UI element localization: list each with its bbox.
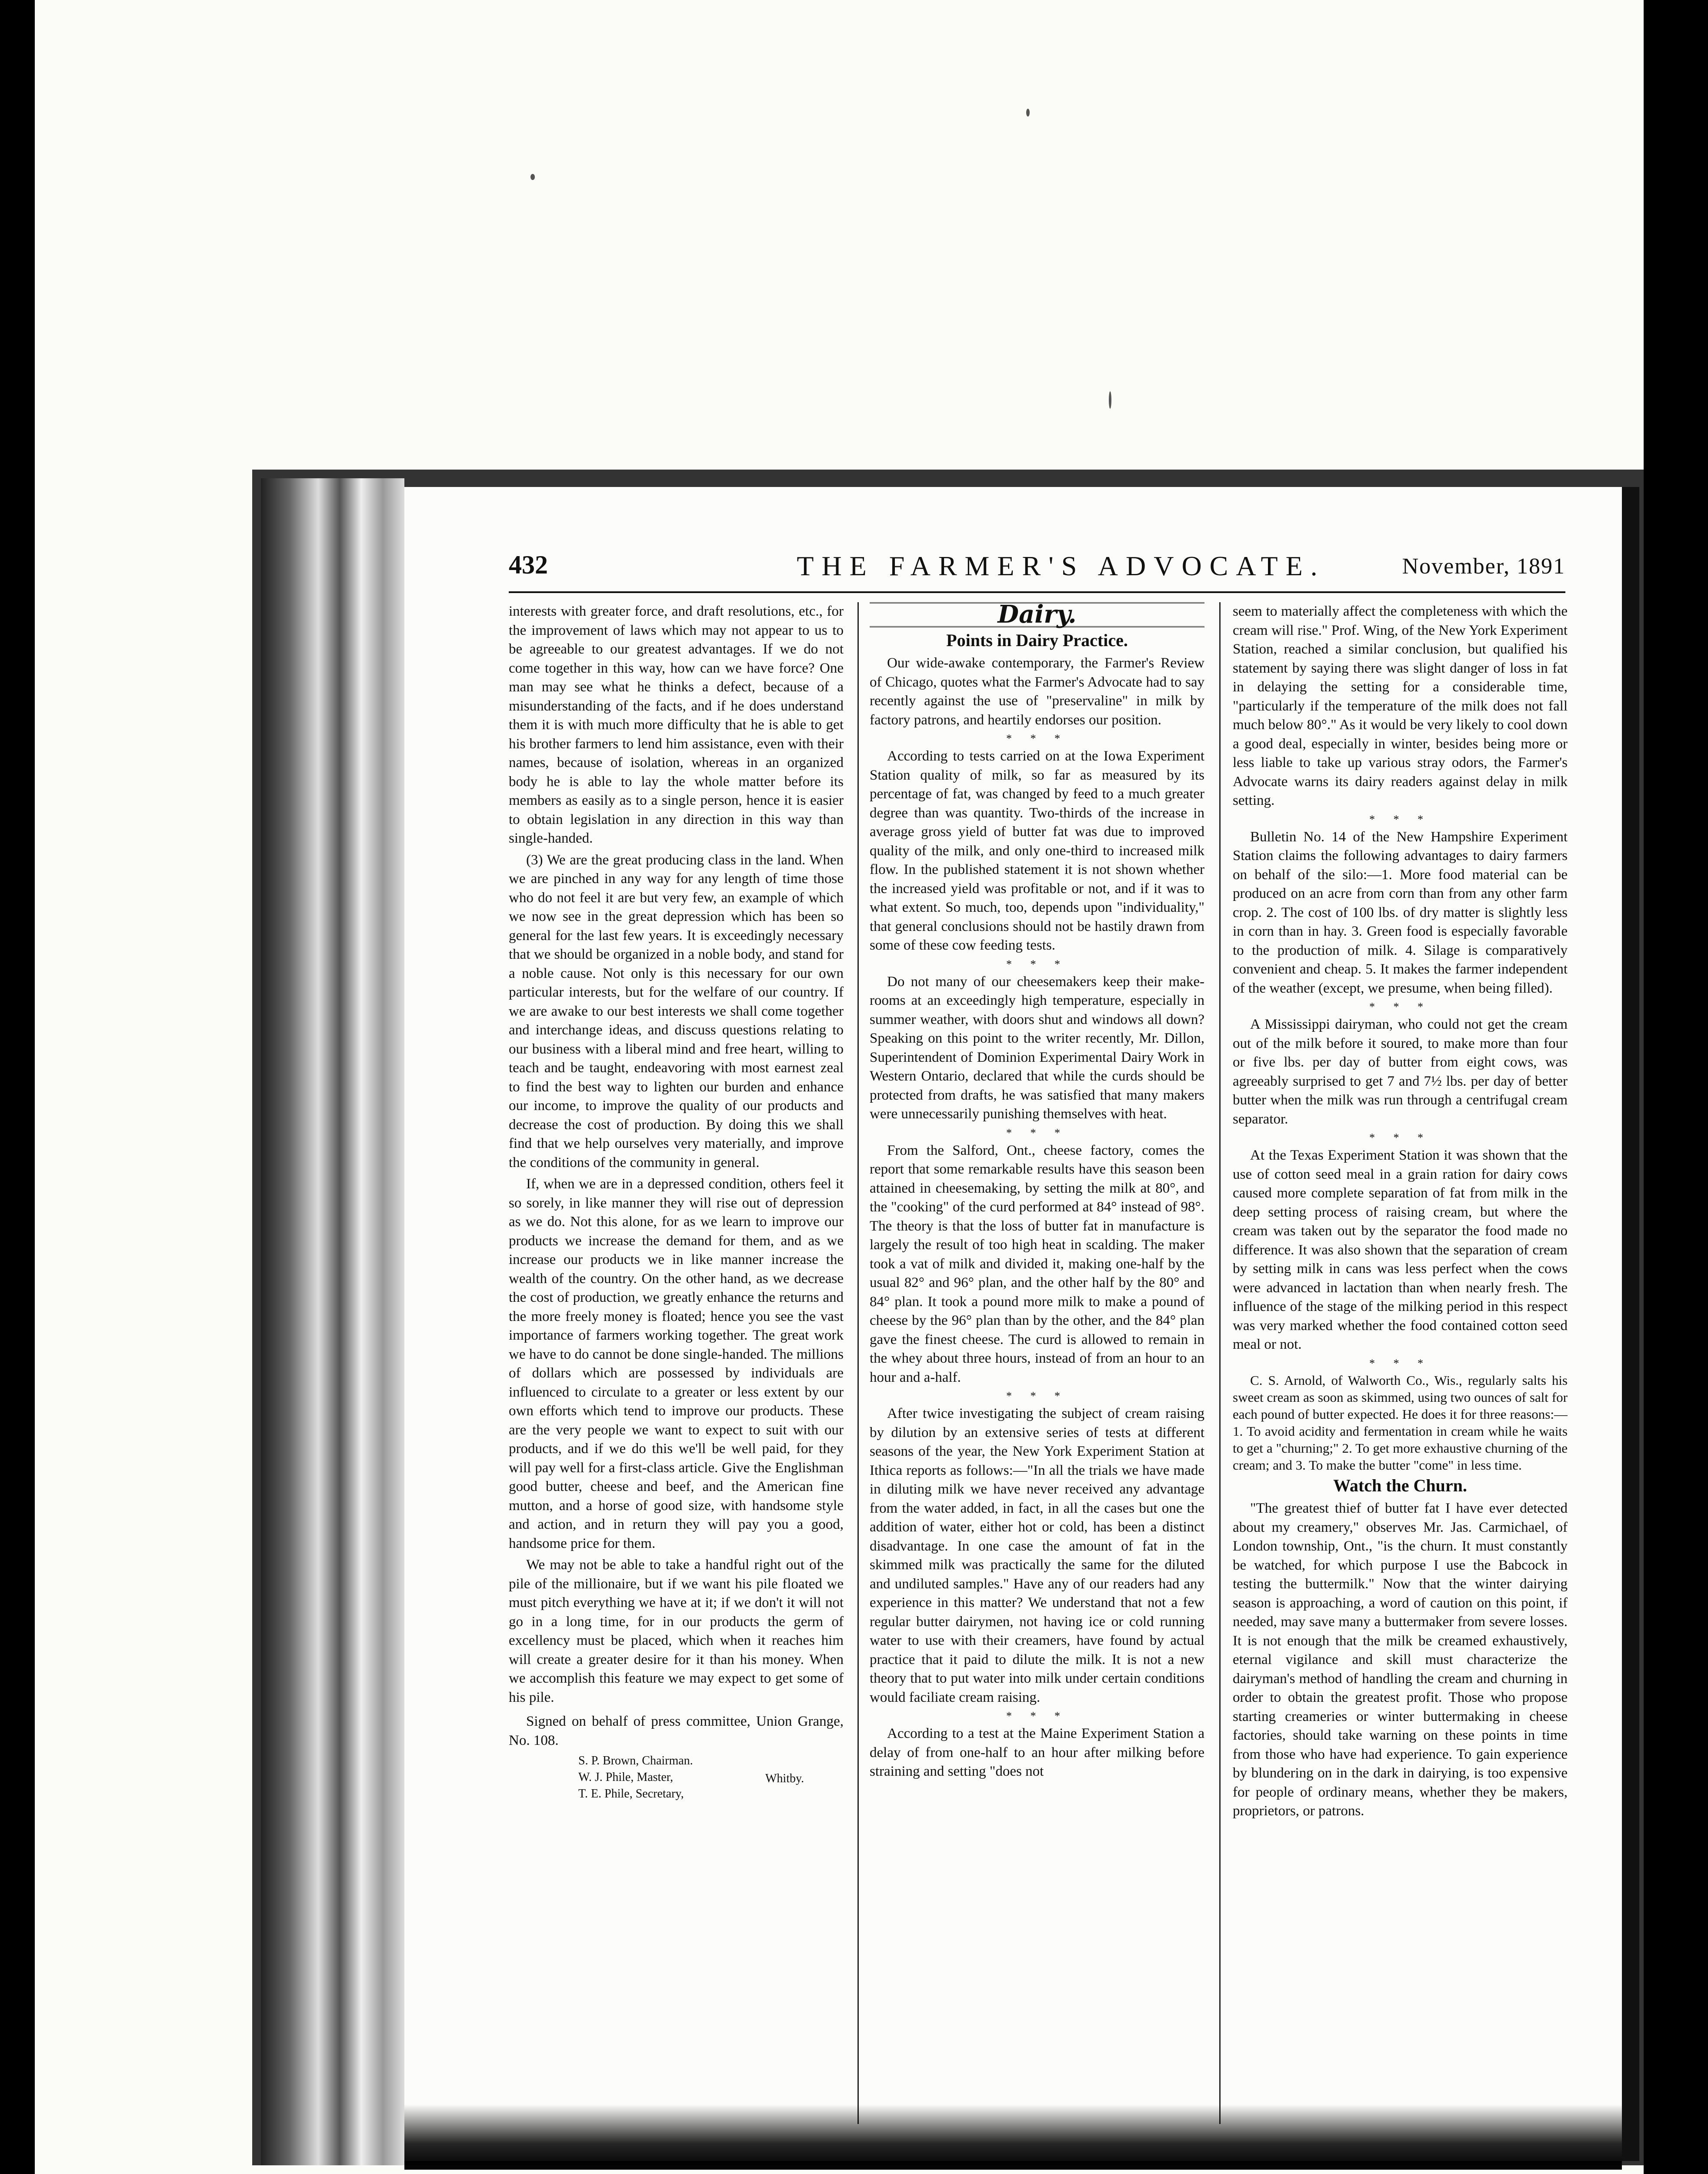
page-header	[509, 550, 1565, 589]
dust-speck	[1109, 391, 1111, 409]
signatory: T. E. Phile, Secretary,	[578, 1787, 684, 1801]
masthead-title: THE FARMER'S ADVOCATE.	[797, 550, 1325, 581]
paragraph: If, when we are in a depressed condition, others feel it so sorely, in like manner they will rise out of depression as we do. Not this alone, for as we learn to improve our products we increase the demand for them, and as we increase our products we in like manner increase the wealth of the country. On the other hand, as we decrease the cost of production, we greatly enhance the returns and the more freely money is floated; hence you see the vast importance of farmers working together. The great work we have to do cannot be done single-handed. The millions of dollars which are possessed by individuals are influenced to circulate to a greater or less extent by our own efforts which tend to improve our products. These are the very people we want to expect to suit with our products, and if we do this we'll be well paid, for they will pay well for a first-class article. Give the Englishman good butter, cheese and beef, and the American fine mutton, and a horse of good size, with handsome style and action, and in return they will pay you a good, handsome price for them.	[509, 1176, 844, 1551]
issue-date: November, 1891	[1402, 554, 1565, 579]
signed-place: Whitby.	[765, 1772, 804, 1785]
paragraph: A Mississippi dairyman, who could not get the cream out of the milk before it soured, to make more than four or five lbs. per day of butter from eight cows, was agreeably surprised to get 7 and 7½ lbs. per day of better butter when the milk was run through a centrifugal cream separator.	[1233, 1017, 1568, 1127]
paragraph: Do not many of our cheesemakers keep their make-rooms at an exceedingly high temperature, especially in summer weather, with doors shut and windows all down? Speaking on this point to the writer recently, Mr. Dillon, Superintendent of Dominion Experimental Dairy Work in Western Ontario, declared that while the curds should be protected from drafts, he was satisfied that many makers were unnecessarily punishing themselves with heat.	[870, 974, 1204, 1122]
page-number: 432	[509, 550, 548, 579]
column-divider	[857, 602, 859, 2124]
paragraph: (3) We are the great producing class in the land. When we are pinched in any way for any length of time those who do not feel it are but very few, an example of which we now see in the great depression which has been so general for the last few years. It is exceedingly necessary that we should be organized in a noble body, and stand for a noble cause. Not only is this necessary for our own particular interests, but for the welfare of our country. If we are awake to our best interests we shall come together and interchange ideas, and discuss questions relating to our business with a liberal mind and free heart, willing to teach and be taught, endeavoring with most earnest zeal to find the best way to lighten our burden and enhance our income, to improve the quality of our products and decrease the cost of production. By doing this we shall find that we help ourselves very materially, and improve the conditions of the community in general.	[509, 852, 844, 1170]
paragraph: Bulletin No. 14 of the New Hampshire Experiment Station claims the following advantages to dairy farmers on behalf of the silo:—1. More food material can be produced on an acre from corn than from any other farm crop. 2. The cost of 100 lbs. of dry matter is slightly less in corn than in hay. 3. Green food is especially favorable to the production of milk. 4. Silage is comparatively convenient and cheap. 5. It makes the farmer independent of the weather (except, we presume, when being filled).	[1233, 829, 1568, 996]
paragraph: After twice investigating the subject of cream raising by dilution by an extensive series of tests at different seasons of the year, the New York Experiment Station at Ithica reports as follows:—"In all the trials we have made in diluting milk we have never received any advantage from the water added, in fact, in all the cases but one the addition of water, either hot or cold, has been a distinct disadvantage. In one case the amount of fat in the skimmed milk was practically the same for the diluted and undiluted samples." Have any of our readers had any experience in this matter? We understand that not a few regular butter dairymen, not having ice or cold running water to use with their creamers, have found by actual practice that it paid to dilute the milk. It is not a new theory that to put water into milk under certain conditions would faciliate cream raising.	[870, 1406, 1204, 1705]
paragraph: At the Texas Experiment Station it was shown that the use of cotton seed meal in a grain ration for dairy cows caused more complete separation of fat from milk in the deep setting process of raising cream, but where the cream was taken out by the separator the food made no difference. It was also shown that the separation of cream by setting milk in cans was less perfect when the cows were advanced in lactation than when nearly fresh. The influence of the stage of the milking period in this respect was very marked whether the food contained cotton seed meal or not.	[1233, 1147, 1568, 1352]
newspaper-page	[404, 487, 1622, 2161]
book-page-edges	[261, 478, 404, 2165]
signatory: W. J. Phile, Master,	[578, 1771, 673, 1784]
star-separator: * * *	[1369, 1131, 1431, 1144]
signed-intro: Signed on behalf of press committee, Union Grange, No. 108.	[509, 1714, 844, 1748]
dust-speck	[1026, 109, 1030, 117]
column-middle	[870, 602, 1204, 2124]
header-rule	[509, 591, 1565, 593]
signatory: S. P. Brown, Chairman.	[578, 1754, 693, 1767]
star-separator: * * *	[1006, 732, 1068, 745]
paragraph: According to a test at the Maine Experiment Station a delay of from one-half to an hour after milking before straining and setting "does not	[870, 1726, 1204, 1779]
column-divider	[1219, 602, 1221, 2124]
paragraph: From the Salford, Ont., cheese factory, comes the report that some remarkable results have this season been attained in cheesemaking, by setting the milk at 80°, and the "cooking" of the curd performed at 84° instead of 98°. The theory is that the loss of butter fat in manufacture is largely the result of too high heat in scalding. The maker took a vat of milk and divided it, making one-half by the usual 82° and 96° plan, and the other half by the 80° and 84° plan. It took a pound more milk to make a pound of cheese by the 96° plan than by the other, and the 84° plan gave the finest cheese. The curd is allowed to remain in the whey about three hours, instead of from an hour to an hour and a-half.	[870, 1142, 1204, 1385]
column-left	[509, 602, 844, 2124]
paragraph: We may not be able to take a handful right out of the pile of the millionaire, but if we want his pile floated we must pitch everything we have at it; if we don't it will not go in a long time, for in our products the germ of excellency must be placed, which when it reaches him will create a greater desire for it than his money. When we accomplish this feature we may expect to get some of his pile.	[509, 1557, 844, 1705]
paragraph: According to tests carried on at the Iowa Experiment Station quality of milk, so far as measured by its percentage of fat, was changed by feed to a much greater degree than was quantity. Two-thirds of the increase in average gross yield of butter fat was due to improved quality of the milk, and only one-third to increased milk flow. In the published statement it is not shown whether the increased yield was profitable or not, and if it was to what extent. So much, too, depends upon "individuality," that general conclusions should not be hastily drawn from some of these cow feeding tests.	[870, 748, 1204, 953]
paragraph: Our wide-awake contemporary, the Farmer's Review of Chicago, quotes what the Farmer's Advocate had to say recently against the use of "preservaline" in milk by factory patrons, and heartily endorses our position.	[870, 655, 1204, 728]
scan-shadow	[404, 2104, 1622, 2170]
paragraph: C. S. Arnold, of Walworth Co., Wis., regularly salts his sweet cream as soon as skimmed, using two ounces of salt for each pound of butter expected. He does it for three reasons:—1. To avoid acidity and fermentation in cream while he waits to get a "churning;" 2. To get more exhaustive churning of the cream; and 3. To make the butter "come" in less time.	[1233, 1372, 1568, 1473]
paragraph: "The greatest thief of butter fat I have ever detected about my creamery," observes Mr. Jas. Carmichael, of London township, Ont., "is the churn. It must constantly be watched, for which purpose I use the Babcock in testing the buttermilk." Now that the winter dairying season is approaching, a word of caution on this point, if needed, may save many a buttermaker from severe losses. It is not enough that the milk be creamed exhaustively, eternal vigilance and skill must characterize the dairyman's method of handling the cream and churning in order to obtain the greatest profit. Those who propose starting creameries or winter buttermaking in cheese factories, should take warning on these points in time from those who have had experience. To gain experience by blundering on in the dark in dairying, is too expensive for people of ordinary means, whether they be makers, proprietors, or patrons.	[1233, 1500, 1568, 1819]
right-binding-edge	[1622, 487, 1639, 2161]
signature-block	[509, 1712, 844, 1802]
star-separator: * * *	[1006, 957, 1068, 970]
paragraph: seem to materially affect the completeness with which the cream will rise." Prof. Wing, of the New York Experiment Station, reached a similar conclusion, but qualified his statement by saying there was slight danger of loss in fat in delaying the setting for a considerable time, "particularly if the temperature of the milk does not fall much below 80°." As it would be very likely to cool down a good deal, especially in winter, besides being more or less liable to take up various stray odors, the Farmer's Advocate warns its dairy readers against delay in milk setting.	[1233, 604, 1568, 808]
article-title: Watch the Churn.	[1333, 1475, 1467, 1495]
star-separator: * * *	[1006, 1710, 1068, 1722]
paragraph: interests with greater force, and draft resolutions, etc., for the improvement of laws which may not appear to us to be agreeable to our greatest advantages. If we do not come together in this way, how can we have force? One man may see what he thinks a defect, because of a misunderstanding of the facts, and if he does understand them it is with much more difficulty that he is able to get his brother farmers to lend him assistance, even with their names, because of isolation, whereas in an organized body he is able to lay the whole matter before its members as easily as to a single person, hence it is easier to obtain legislation in any direction in this way than single-handed.	[509, 604, 844, 846]
star-separator: * * *	[1006, 1126, 1068, 1139]
star-separator: * * *	[1006, 1390, 1068, 1402]
dust-speck	[530, 174, 535, 180]
article-title: Points in Dairy Practice.	[946, 630, 1128, 650]
star-separator: * * *	[1369, 813, 1431, 826]
star-separator: * * *	[1369, 1357, 1431, 1370]
column-right	[1233, 602, 1568, 2124]
signatories	[509, 1753, 844, 1802]
star-separator: * * *	[1369, 1000, 1431, 1013]
section-title: Dairy.	[870, 602, 1204, 627]
